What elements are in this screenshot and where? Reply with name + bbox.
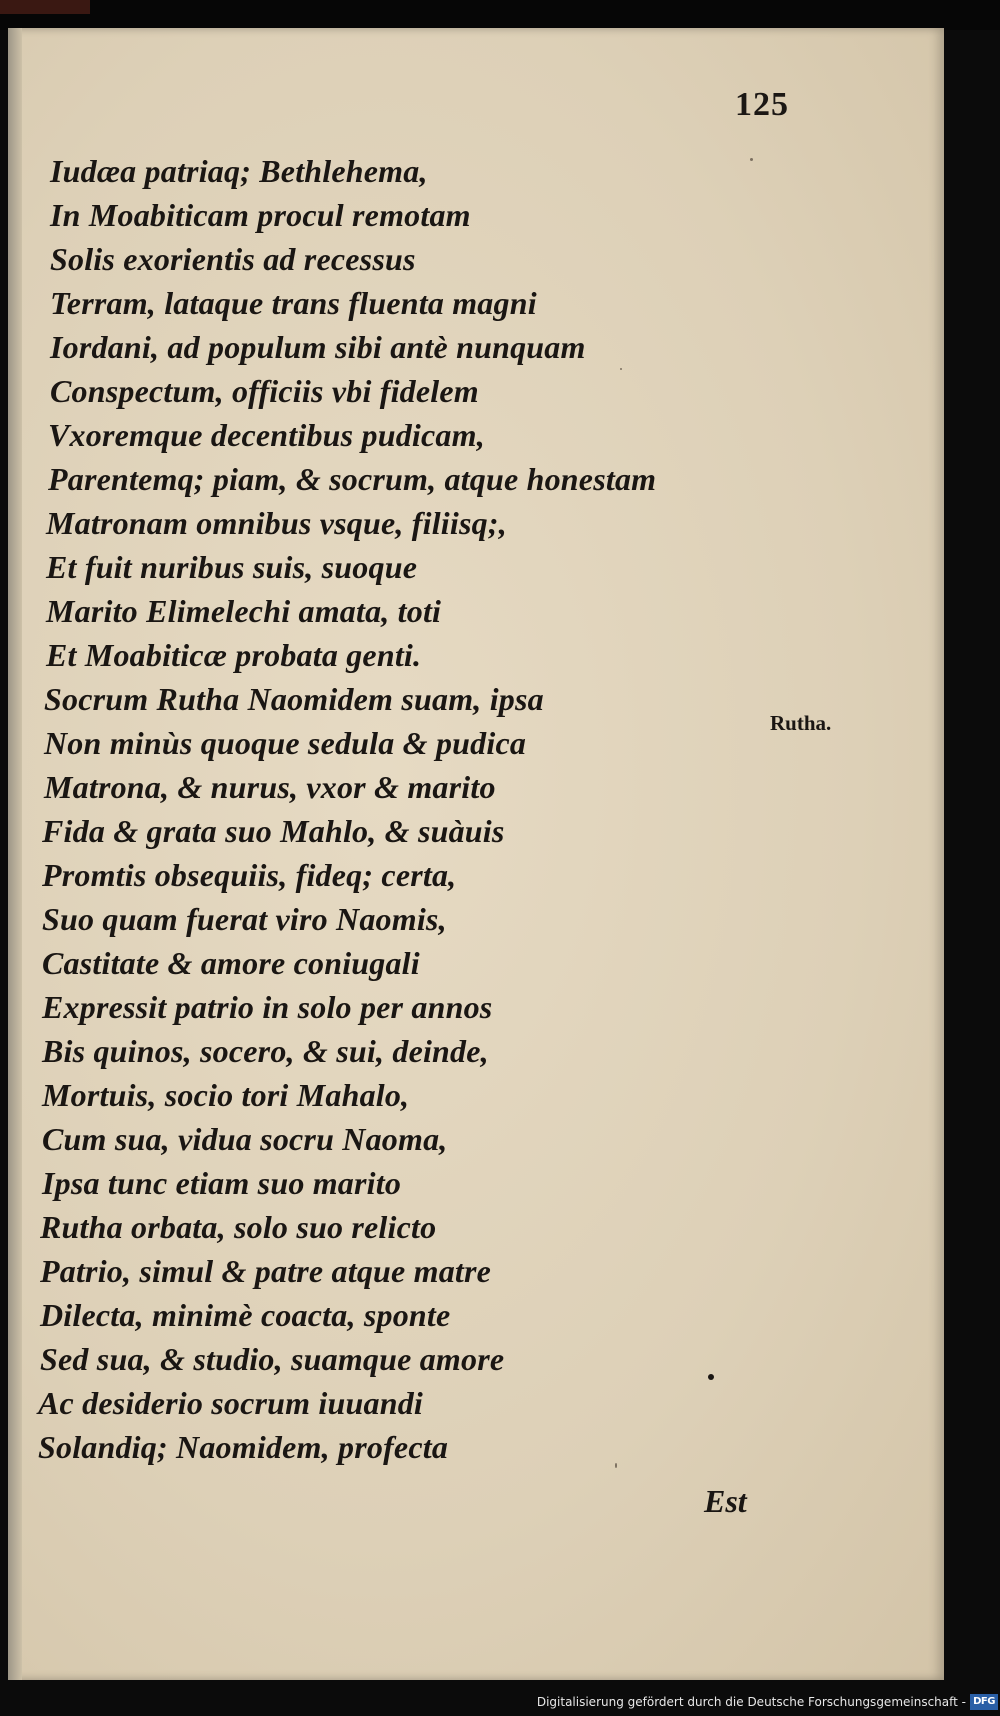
book-page bbox=[8, 28, 944, 1680]
dfg-logo: DFG bbox=[970, 1694, 998, 1710]
verse-line: Dilecta, minimè coacta, sponte bbox=[40, 1297, 451, 1333]
verse-line: Sed sua, & studio, suamque amore bbox=[40, 1341, 505, 1377]
verse-line: Promtis obsequiis, fideq; certa, bbox=[42, 857, 457, 893]
paper-speck bbox=[615, 1463, 617, 1468]
catchword: Est bbox=[704, 1483, 747, 1519]
scan-color-mark bbox=[0, 0, 90, 14]
verse-line: Parentemq; piam, & socrum, atque honestam bbox=[48, 461, 657, 497]
margin-note: Rutha. bbox=[770, 711, 832, 735]
verse-line: Suo quam fuerat viro Naomis, bbox=[42, 901, 447, 937]
verse-line: Non minùs quoque sedula & pudica bbox=[44, 725, 527, 761]
verse-line: Terram, lataque trans fluenta magni bbox=[50, 285, 537, 321]
footer-bar bbox=[0, 1691, 1000, 1716]
verse-line: In Moabiticam procul remotam bbox=[50, 197, 471, 233]
verse-line: Et fuit nuribus suis, suoque bbox=[46, 549, 418, 585]
verse-line: Matrona, & nurus, vxor & marito bbox=[44, 769, 496, 805]
page-number: 125 bbox=[735, 86, 789, 123]
verse-line: Vxoremque decentibus pudicam, bbox=[48, 417, 485, 453]
verse-line: Ac desiderio socrum iuuandi bbox=[38, 1385, 424, 1421]
verse-line: Patrio, simul & patre atque matre bbox=[40, 1253, 492, 1289]
page-gutter-shadow bbox=[8, 28, 22, 1680]
verse-line: Mortuis, socio tori Mahalo, bbox=[42, 1077, 410, 1113]
verse-line: Fida & grata suo Mahlo, & suàuis bbox=[42, 813, 505, 849]
verse-line: Ipsa tunc etiam suo marito bbox=[42, 1165, 402, 1201]
paper-speck bbox=[750, 158, 753, 161]
verse-line: Socrum Rutha Naomidem suam, ipsa bbox=[44, 681, 544, 717]
verse-line: Cum sua, vidua socru Naoma, bbox=[42, 1121, 448, 1157]
verse-line: Conspectum, officiis vbi fidelem bbox=[50, 373, 479, 409]
verse-line: Iordani, ad populum sibi antè nunquam bbox=[50, 329, 586, 365]
scan-background-top bbox=[0, 0, 1000, 30]
verse-line: Marito Elimelechi amata, toti bbox=[46, 593, 442, 629]
verse-line: Bis quinos, socero, & sui, deinde, bbox=[42, 1033, 489, 1069]
verse-line: Solis exorientis ad recessus bbox=[50, 241, 416, 277]
verse-line: Et Moabiticæ probata genti. bbox=[46, 637, 422, 673]
verse-line: Matronam omnibus vsque, filiisq;, bbox=[46, 505, 507, 541]
verse-line: Castitate & amore coniugali bbox=[42, 945, 420, 981]
paper-speck bbox=[620, 368, 622, 370]
funding-credit: Digitalisierung gefördert durch die Deutsche Forschungsgemeinschaft - bbox=[536, 1695, 966, 1709]
verse-line: Iudæa patriaq; Bethlehema, bbox=[50, 153, 428, 189]
verse-line: Solandiq; Naomidem, profecta bbox=[38, 1429, 449, 1465]
ink-dot bbox=[708, 1374, 714, 1380]
verse-line: Rutha orbata, solo suo relicto bbox=[40, 1209, 437, 1245]
verse-line: Expressit patrio in solo per annos bbox=[42, 989, 493, 1025]
